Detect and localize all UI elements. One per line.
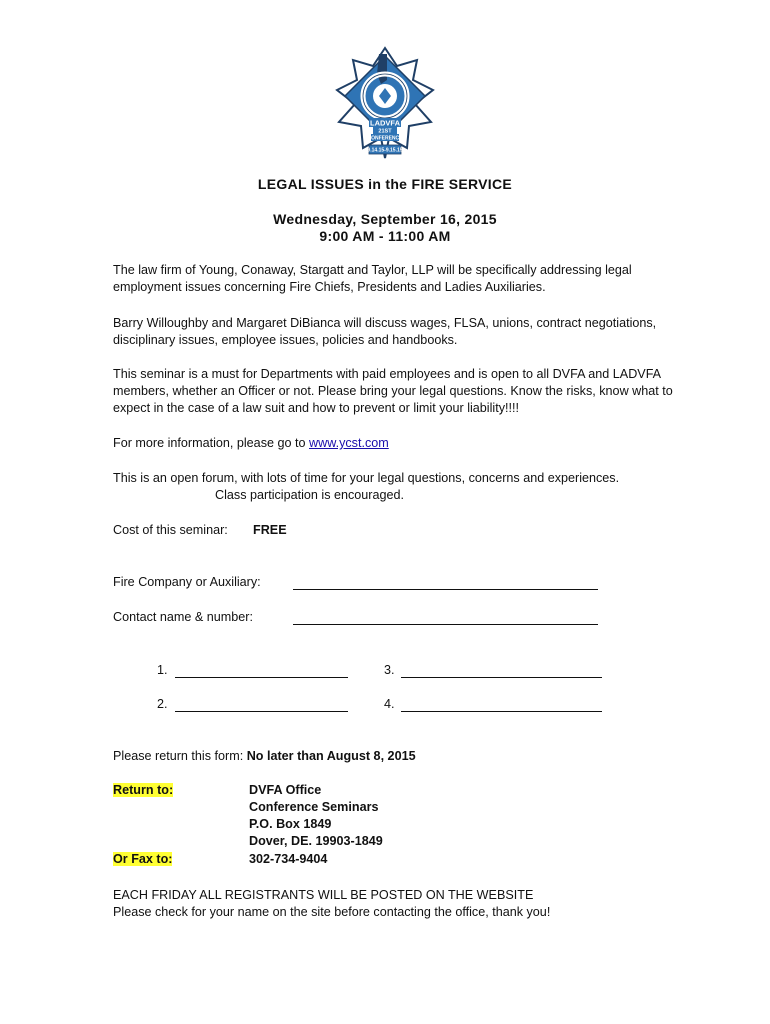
logo-dates: 9.14.15-9.15.15: [367, 147, 403, 154]
ycst-website-link[interactable]: www.ycst.com: [309, 436, 389, 450]
event-date: Wednesday, September 16, 2015: [273, 211, 497, 227]
fax-to-label: Or Fax to:: [113, 852, 173, 866]
company-label: Fire Company or Auxiliary:: [113, 575, 261, 589]
attendee-number-4: 4.: [384, 697, 395, 711]
address-line-4: Dover, DE. 19903-1849: [249, 834, 383, 848]
attendee-field-3[interactable]: [401, 677, 602, 678]
attendee-number-2: 2.: [157, 697, 168, 711]
footer-notice: EACH FRIDAY ALL REGISTRANTS WILL BE POSTED ON THE WEBSITE: [113, 888, 534, 902]
logo-line2: 21ST: [378, 128, 392, 135]
contact-field[interactable]: [293, 624, 598, 625]
deadline-prefix: Please return this form:: [113, 749, 247, 763]
attendee-field-4[interactable]: [401, 711, 602, 712]
attendee-field-1[interactable]: [175, 677, 348, 678]
ladvfa-conference-logo: [333, 46, 437, 160]
audience-paragraph: This seminar is a must for Departments with paid employees and is open to all DVFA and LADVFA members, whether an Officer or not. Please bring your legal questions. Know the risks, know what to expect in the case of a law suit and how to prevent or limit your liability!!!!: [113, 367, 673, 415]
address-line-2: Conference Seminars: [249, 800, 379, 814]
fax-number: 302-734-9404: [249, 852, 328, 866]
logo-line3: CONFERENCE: [367, 135, 403, 142]
fax-label-wrap: [113, 851, 172, 868]
logo-line1: LADVFA: [370, 118, 400, 128]
more-info-line: [113, 435, 389, 452]
return-to-label: Return to:: [113, 783, 174, 797]
return-label-wrap: [113, 782, 173, 799]
attendee-number-1: 1.: [157, 663, 168, 677]
footer-instruction: Please check for your name on the site before contacting the office, thank you!: [113, 905, 551, 919]
cost-value: FREE: [253, 523, 287, 537]
participation-line: Class participation is encouraged.: [215, 488, 405, 502]
speakers-paragraph: Barry Willoughby and Margaret DiBianca will discuss wages, FLSA, unions, contract negotiations, disciplinary issues, employee issues, policies and handbooks.: [113, 316, 657, 347]
attendee-field-2[interactable]: [175, 711, 348, 712]
deadline-value: No later than August 8, 2015: [246, 749, 416, 763]
more-info-text: For more information, please go to: [113, 436, 309, 450]
ladvfa-conference-badge-logo: [333, 46, 437, 160]
event-time: 9:00 AM - 11:00 AM: [319, 228, 451, 244]
forum-line: This is an open forum, with lots of time for your legal questions, concerns and experiences.: [113, 471, 620, 485]
intro-paragraph: The law firm of Young, Conaway, Stargatt and Taylor, LLP will be specifically addressing legal employment issues concerning Fire Chiefs, Presidents and Ladies Auxiliaries.: [113, 263, 632, 294]
contact-label: Contact name & number:: [113, 610, 254, 624]
attendee-number-3: 3.: [384, 663, 395, 677]
page-title: LEGAL ISSUES in the FIRE SERVICE: [257, 176, 513, 192]
cost-label: Cost of this seminar:: [113, 523, 228, 537]
company-field[interactable]: [293, 589, 598, 590]
deadline-line: [113, 748, 416, 765]
address-line-3: P.O. Box 1849: [249, 817, 332, 831]
address-line-1: DVFA Office: [249, 783, 322, 797]
